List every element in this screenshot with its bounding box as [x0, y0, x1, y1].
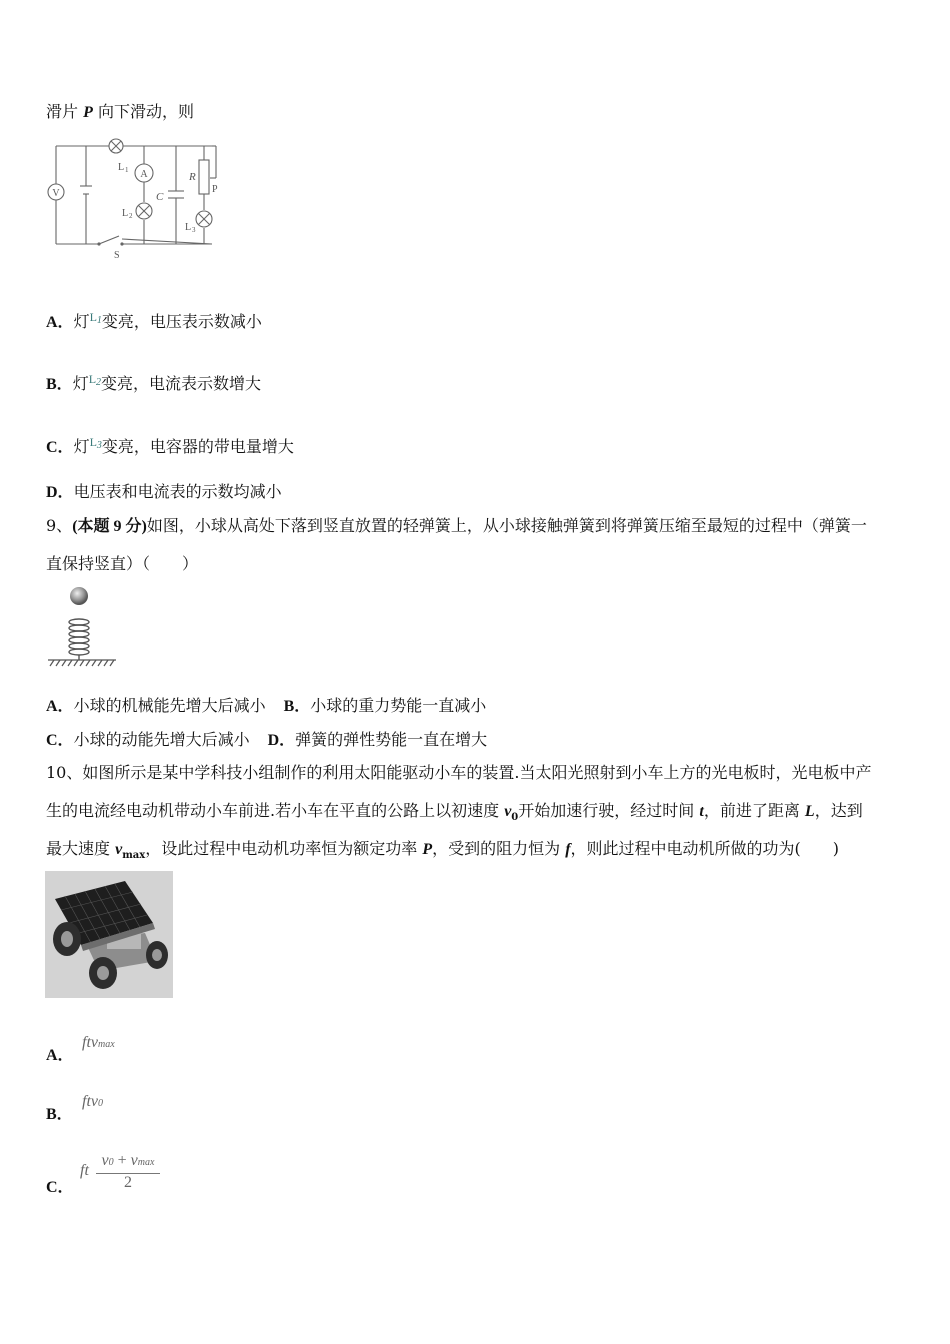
spring-icon — [69, 619, 89, 660]
slider-label: P — [212, 184, 218, 195]
q9-stem-line1: 9、(本题 9 分)如图，小球从高处下落到竖直放置的轻弹簧上，从小球接触弹簧到将弹簧压缩至最短的过程中（弹簧一 — [46, 516, 867, 535]
circuit-diagram — [44, 136, 224, 262]
l2-sub: 2 — [129, 212, 133, 220]
q8-option-d: D．电压表和电流表的示数均减小 — [46, 482, 282, 501]
lamp-symbol-l1: L1 — [89, 310, 102, 326]
q10-option-a-formula: ftvmax — [82, 1034, 115, 1051]
solar-car-photo — [45, 871, 173, 998]
q10-option-b-label: B． — [46, 1106, 73, 1123]
q9-options-row2: C．小球的动能先增大后减小 D．弹簧的弹性势能一直在增大 — [46, 730, 488, 749]
ammeter-label: A — [140, 169, 148, 180]
ball-spring-figure — [44, 584, 120, 672]
q10-stem-line3: 最大速度 $v_{max}$，设此过程中电动机功率恒为额定功率 P，受到的阻力恒为 f，则此过程中电动机所做的功为( ) — [46, 839, 840, 862]
q8-condition-line: 滑片 P 向下滑动，则 — [46, 102, 194, 121]
q8-option-b: B．灯$^{L2}$变亮，电流表示数增大 — [46, 372, 262, 393]
lamp-symbol-l3: L3 — [89, 435, 102, 451]
switch-label: S — [114, 250, 120, 261]
q9-stem-line2: 直保持竖直）（ ） — [46, 554, 199, 573]
capacitor-label: C — [156, 191, 164, 203]
q10-option-c-label: C． — [46, 1179, 74, 1196]
q10-option-b-formula: ftv0 — [82, 1093, 103, 1110]
l1-label: L — [118, 162, 125, 173]
l3-sub: 3 — [192, 226, 196, 234]
q10-option-c-ft: ft — [80, 1162, 89, 1179]
q10-option-a-label: A． — [46, 1047, 74, 1064]
q10-option-c-fraction: v0 + vmax 2 — [96, 1152, 160, 1192]
var-p: P — [83, 104, 93, 121]
voltmeter-label: V — [52, 188, 60, 199]
lamp-symbol-l2: L2 — [88, 372, 102, 388]
q8-option-c: C．灯$^{L3}$变亮，电容器的带电量增大 — [46, 435, 294, 456]
q8-option-a: A．灯$^{L1}$变亮，电压表示数减小 — [46, 310, 262, 331]
l2-label: L — [122, 208, 129, 219]
resistor-label: R — [189, 171, 196, 183]
q9-options-row1: A．小球的机械能先增大后减小 B．小球的重力势能一直减小 — [46, 696, 487, 715]
l1-sub: 1 — [125, 166, 129, 174]
q10-stem-line2: 生的电流经电动机带动小车前进.若小车在平直的公路上以初速度 $v_0$开始加速行驶，经过时间 t，前进了距离 L，达到 — [46, 801, 863, 824]
q10-stem-line1: 10、如图所示是某中学科技小组制作的利用太阳能驱动小车的装置.当太阳光照射到小车上方的光电板时，光电板中产 — [46, 763, 872, 782]
l3-label: L — [185, 222, 192, 233]
ground-icon — [48, 660, 116, 666]
ball-icon — [70, 587, 88, 605]
